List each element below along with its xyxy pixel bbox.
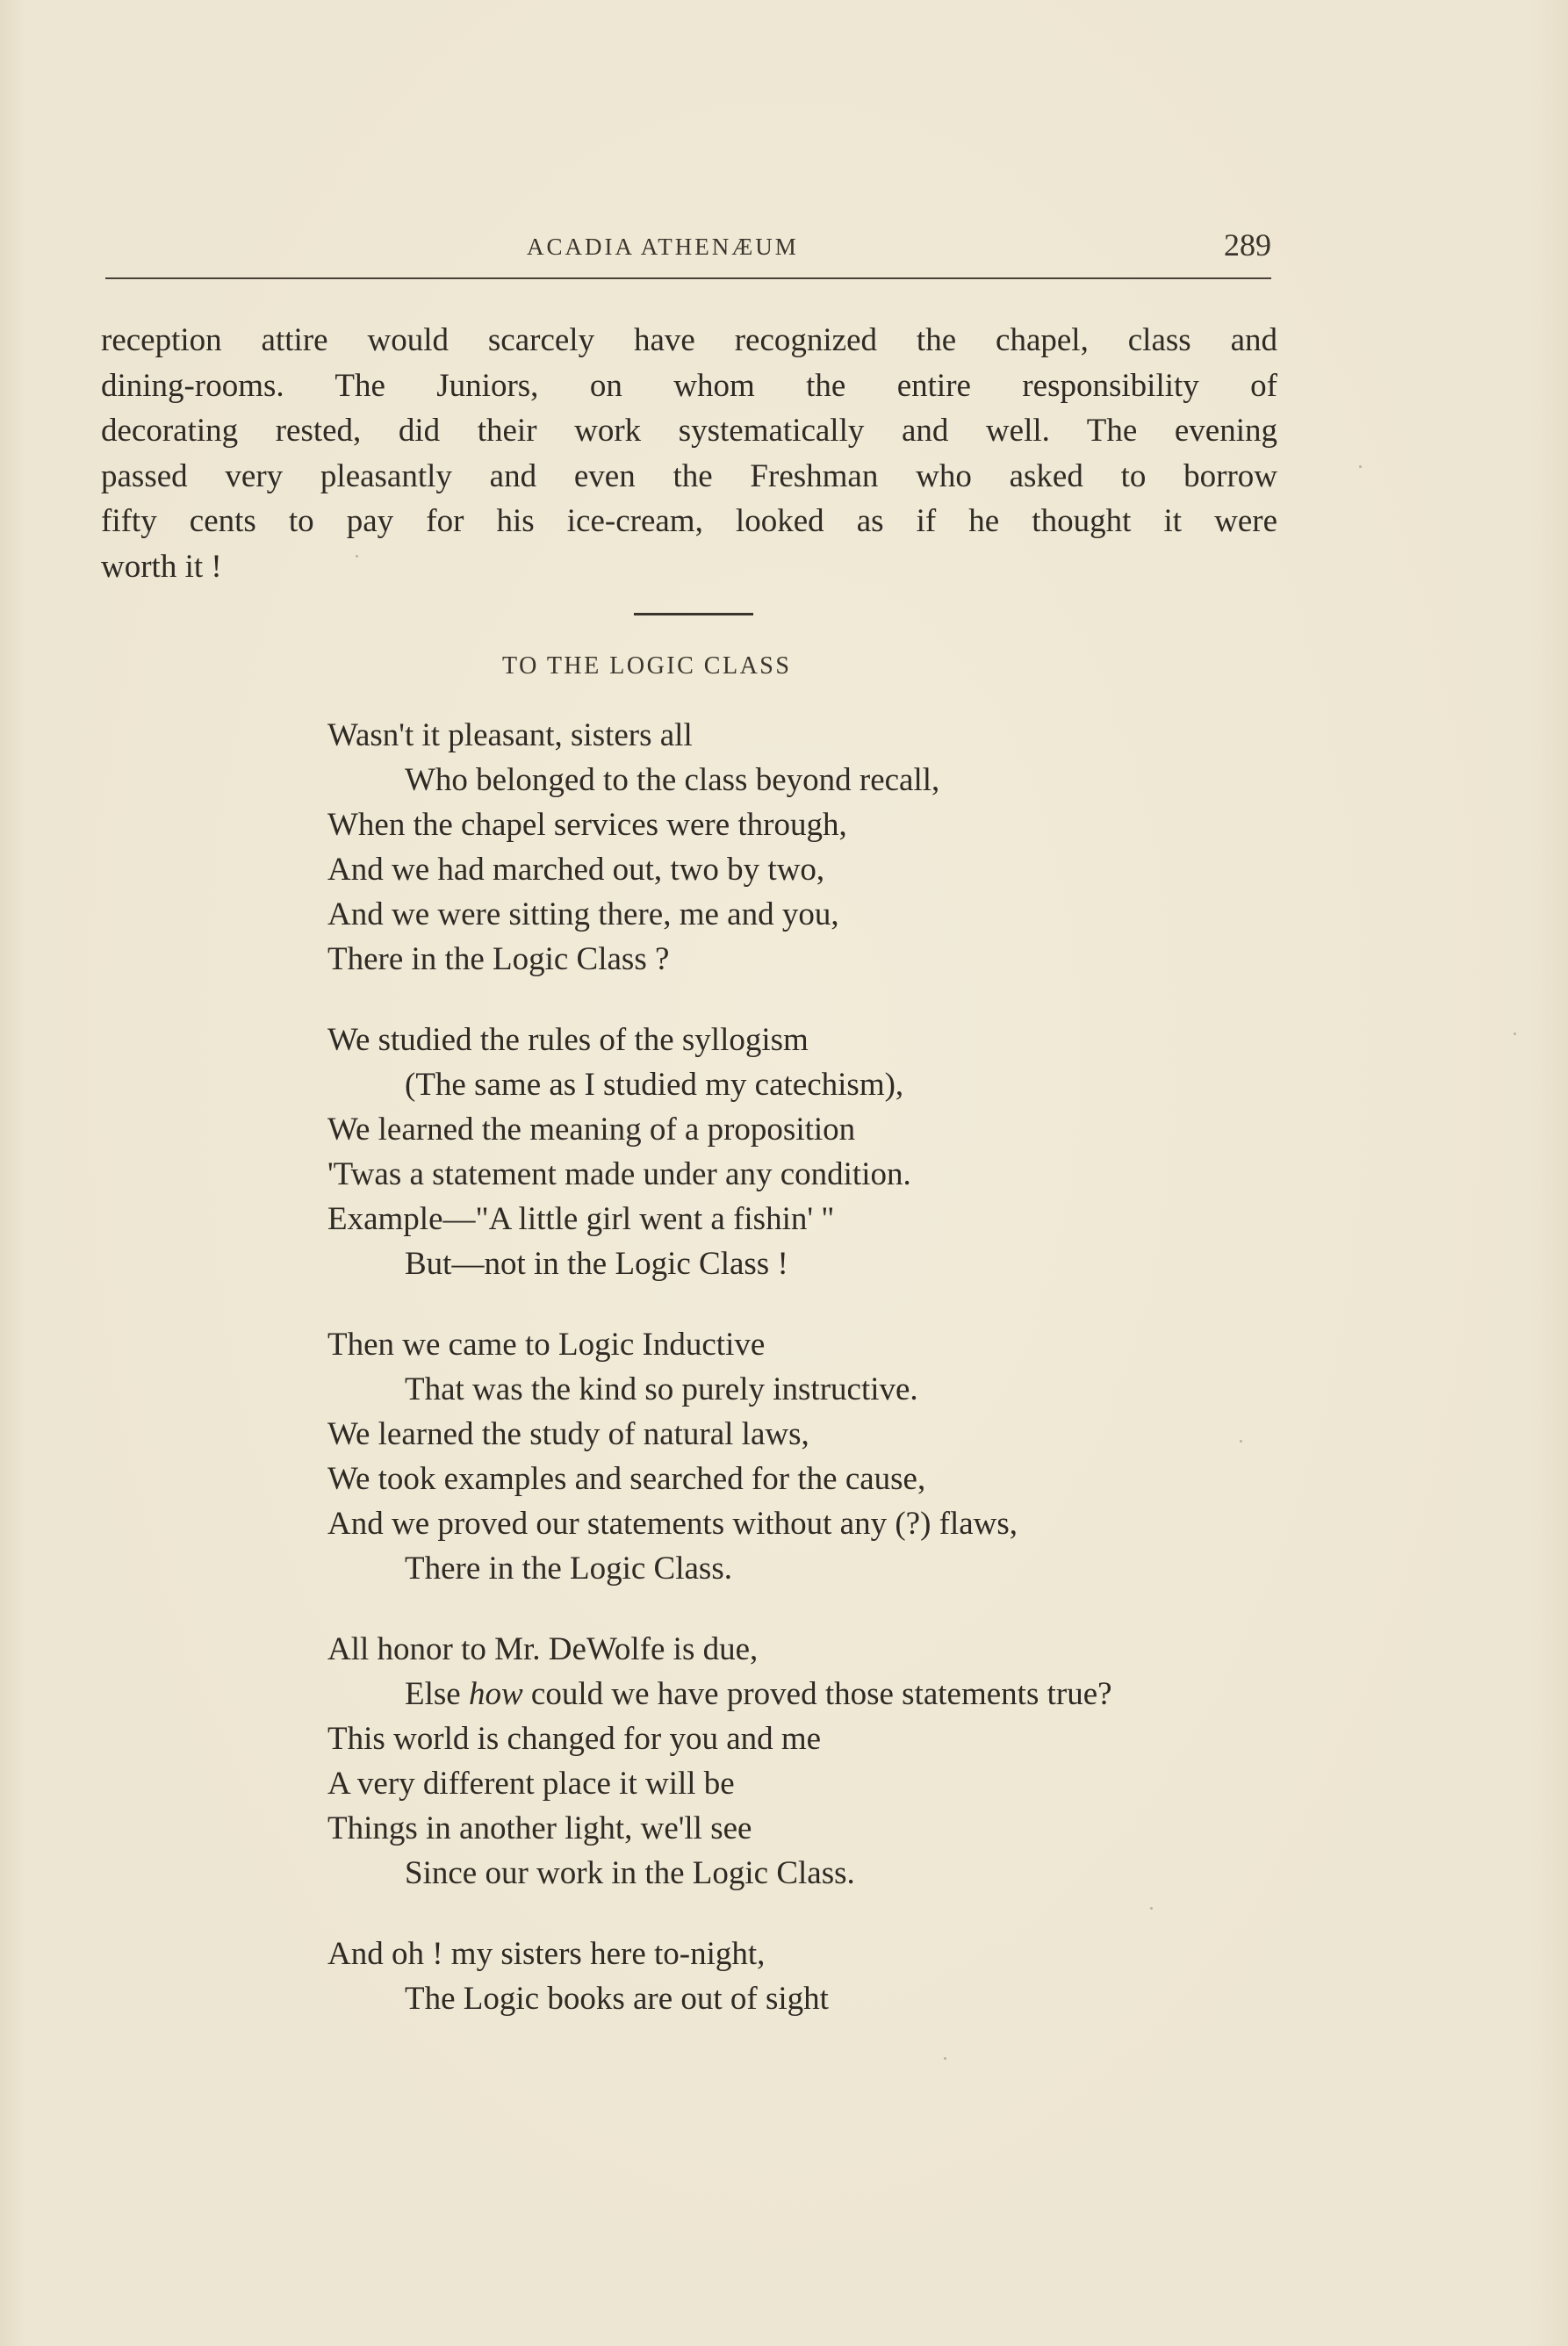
prose-line: passed very pleasantly and even the Freshman who asked to borrow [101,457,1277,494]
emphasis-word: how [468,1676,523,1712]
verse-line: We learned the study of natural laws, [327,1416,809,1452]
stanza [327,1627,1293,1896]
verse-line: But—not in the Logic Class ! [405,1246,788,1282]
prose-line: dining-rooms. The Juniors, on whom the entire responsibility of [101,367,1277,404]
verse-line: Things in another light, we'll see [327,1810,752,1846]
verse-line: Wasn't it pleasant, sisters all [327,717,693,753]
verse-line [327,1672,1293,1716]
verse-line: (The same as I studied my catechism), [405,1067,904,1103]
verse-line: That was the kind so purely instructive. [405,1371,918,1407]
verse-line: All honor to Mr. DeWolfe is due, [327,1631,759,1667]
verse-line: Who belonged to the class beyond recall, [405,762,940,798]
verse-line: When the chapel services were through, [327,807,847,843]
stanza [327,1932,1293,2021]
verse-fragment: Else [405,1676,469,1712]
paper-speck [1514,1033,1516,1035]
prose-paragraph [101,318,1277,589]
verse-line: And we proved our statements without any (?) flaws, [327,1506,1018,1542]
verse-line: 'Twas a statement made under any condition. [327,1156,911,1192]
verse-line: This world is changed for you and me [327,1721,822,1757]
verse-line: And we had marched out, two by two, [327,852,825,888]
prose-line: decorating rested, did their work systematically and well. The evening [101,413,1277,449]
verse-line: Then we came to Logic Inductive [327,1327,766,1363]
stanza [327,1322,1293,1591]
paper-speck [1240,1440,1242,1443]
poem-title: TO THE LOGIC CLASS [502,652,792,680]
verse-line: And we were sitting there, me and you, [327,896,839,932]
verse-line: We learned the meaning of a proposition [327,1112,856,1148]
verse-line: Since our work in the Logic Class. [405,1855,855,1891]
paper-speck [1359,465,1362,468]
verse-line: We studied the rules of the syllogism [327,1022,809,1058]
paper-speck [1150,1907,1153,1910]
verse-line: There in the Logic Class ? [327,941,670,977]
stanza [327,1018,1293,1286]
verse-line: There in the Logic Class. [405,1551,732,1587]
header-rule [105,277,1271,279]
page-header [105,227,1271,270]
verse-line: We took examples and searched for the cause, [327,1461,926,1497]
paper-speck [356,555,358,558]
poem [327,713,1293,2057]
page-number: 289 [1224,227,1271,263]
prose-line: worth it ! [101,548,222,585]
verse-line: The Logic books are out of sight [405,1981,829,2017]
prose-line: fifty cents to pay for his ice-cream, looked as if he thought it were [101,503,1277,539]
verse-line: Example—"A little girl went a fishin' " [327,1201,835,1237]
stanza [327,713,1293,982]
verse-line: A very different place it will be [327,1766,735,1802]
verse-line: And oh ! my sisters here to-night, [327,1936,766,1972]
section-divider [634,613,753,615]
verse-fragment: could we have proved those statements true? [522,1676,1112,1712]
prose-line: reception attire would scarcely have recognized the chapel, class and [101,322,1277,358]
paper-speck [944,2057,946,2060]
running-head: ACADIA ATHENÆUM [527,234,799,260]
